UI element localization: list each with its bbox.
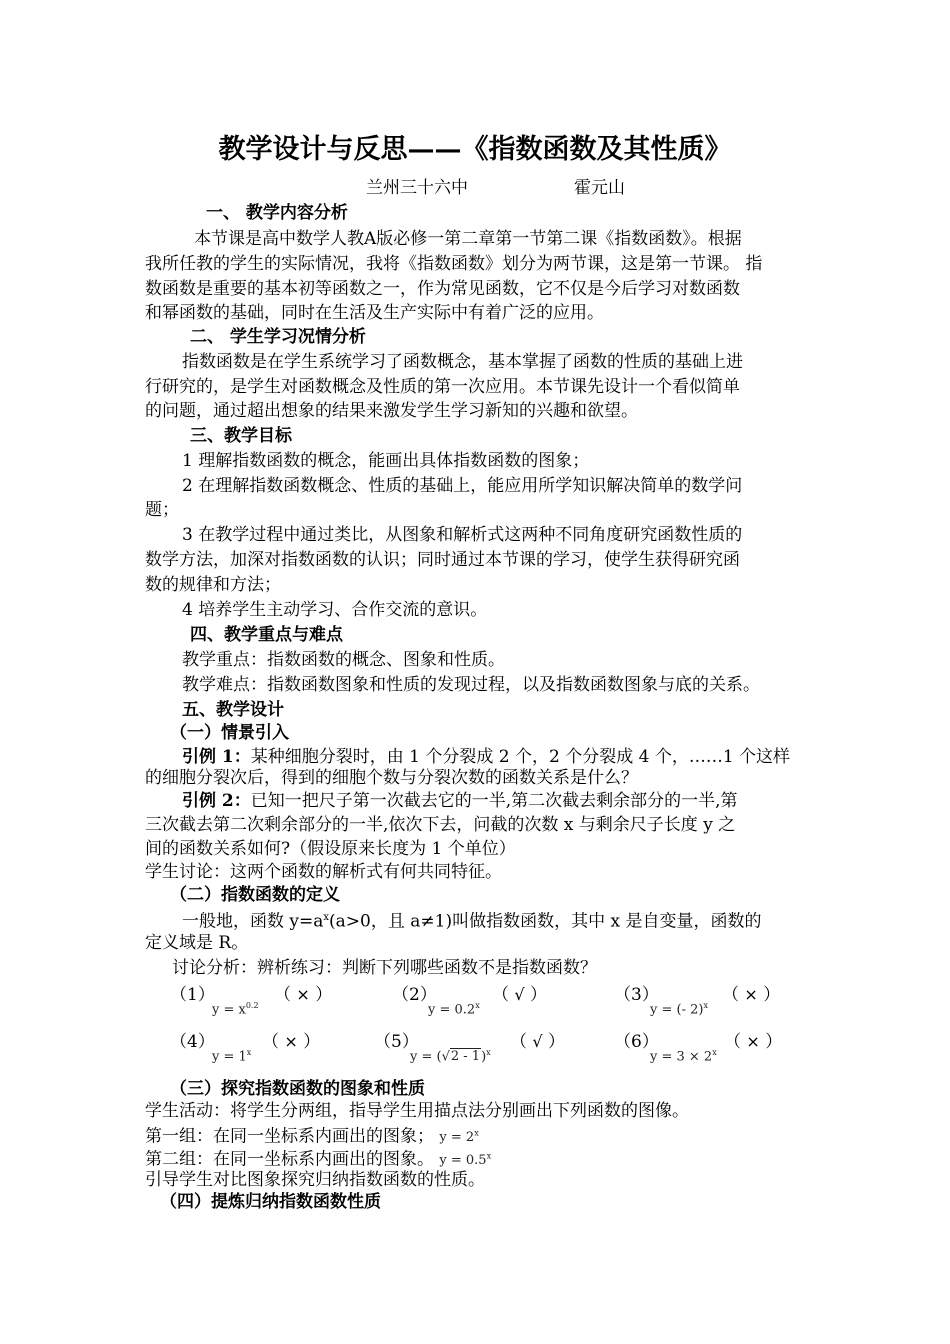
group-1-text: 第一组：在同一坐标系内画出的图象； bbox=[145, 1126, 434, 1147]
discussion-line: 学生讨论：这两个函数的解析式有何共同特征。 bbox=[145, 862, 502, 882]
definition-line bbox=[182, 906, 762, 934]
activity-line: 学生活动：将学生分两组，指导学生用描点法分别画出下列函数的图像。 bbox=[145, 1101, 689, 1121]
definition-exponent: x bbox=[323, 912, 330, 923]
exercise-number: （4） bbox=[170, 1032, 215, 1052]
exercise-expression: $y = 3 \times 2^x$ bbox=[650, 1048, 717, 1065]
paragraph-line: 行研究的，是学生对函数概念及性质的第一次应用。本节课先设计一个看似简单 bbox=[145, 377, 740, 397]
answer-mark: √ bbox=[532, 1032, 543, 1051]
guide-line: 引导学生对比图象探究归纳指数函数的性质。 bbox=[145, 1170, 485, 1190]
key-point-line: 教学重点：指数函数的概念、图象和性质。 bbox=[182, 650, 505, 670]
objective-line: 题； bbox=[145, 500, 179, 520]
section-3-heading: 三、教学目标 bbox=[190, 426, 292, 446]
answer-bracket: （ × ） bbox=[262, 1032, 321, 1052]
example-2-line: 间的函数关系如何?（假设原来长度为 1 个单位） bbox=[145, 839, 516, 859]
group-1-expression: $y = 2^x$ bbox=[439, 1129, 479, 1146]
subsection-4-heading: （四）提炼归纳指数函数性质 bbox=[160, 1192, 381, 1212]
school-name: 兰州三十六中 bbox=[366, 178, 468, 198]
analysis-line: 讨论分析：辨析练习：判断下列哪些函数不是指数函数？ bbox=[172, 958, 597, 978]
answer-mark: × bbox=[284, 1032, 298, 1051]
group-2-expression: $y = 0.5^x$ bbox=[439, 1152, 492, 1169]
objective-line: 3 在教学过程中通过类比，从图象和解析式这两种不同角度研究函数性质的 bbox=[182, 525, 743, 545]
group-2-text: 第二组：在同一坐标系内画出的图象。 bbox=[145, 1149, 434, 1170]
definition-text: 一般地，函数 y=a bbox=[182, 911, 324, 932]
example-1-text: 某种细胞分裂时，由 1 个分裂成 2 个，2 个分裂成 4 个，……1 个这样 bbox=[250, 747, 791, 767]
exercise-number: （2） bbox=[392, 985, 437, 1005]
answer-mark: × bbox=[296, 985, 310, 1004]
answer-bracket: （ × ） bbox=[724, 1032, 783, 1052]
exercise-expression: $y = x^{0.2}$ bbox=[212, 1001, 259, 1018]
answer-bracket: （ × ） bbox=[722, 985, 781, 1005]
section-4-heading: 四、教学重点与难点 bbox=[190, 625, 343, 645]
objective-line: 4 培养学生主动学习、合作交流的意识。 bbox=[182, 600, 488, 620]
answer-bracket: （ √ ） bbox=[510, 1032, 566, 1052]
answer-mark: × bbox=[746, 1032, 760, 1051]
example-2-text: 已知一把尺子第一次截去它的一半,第二次截去剩余部分的一半,第 bbox=[250, 791, 738, 811]
objective-line: 1 理解指数函数的概念，能画出具体指数函数的图象； bbox=[182, 451, 590, 471]
example-2-line bbox=[182, 789, 738, 813]
answer-mark: √ bbox=[514, 985, 525, 1004]
section-2-heading: 二、 学生学习况情分析 bbox=[190, 327, 366, 347]
section-5-heading: 五、教学设计 bbox=[182, 700, 284, 720]
exercise-number: （3） bbox=[614, 985, 659, 1005]
paragraph-line: 本节课是高中数学人教A版必修一第二章第一节第二课《指数函数》。根据 bbox=[194, 229, 742, 249]
objective-line: 数学方法，加深对指数函数的认识；同时通过本节课的学习，使学生获得研究函 bbox=[145, 550, 740, 570]
exercise-number: （1） bbox=[170, 985, 215, 1005]
answer-bracket: （ √ ） bbox=[492, 985, 548, 1005]
section-1-heading: 一、 教学内容分析 bbox=[206, 203, 348, 223]
exercise-expression: y = (√2 - 1)$^x$ bbox=[410, 1048, 491, 1065]
paragraph-line: 我所任教的学生的实际情况，我将《指数函数》划分为两节课，这是第一节课。 指 bbox=[145, 254, 763, 274]
paragraph-line: 和幂函数的基础，同时在生活及生产实际中有着广泛的应用。 bbox=[145, 303, 604, 323]
example-2-label: 引例 2： bbox=[182, 791, 251, 811]
paragraph-line: 数函数是重要的基本初等函数之一，作为常见函数，它不仅是今后学习对数函数 bbox=[145, 279, 740, 299]
exercise-number: （5） bbox=[374, 1032, 419, 1052]
exercise-expression: y = (- 2)$^x$ bbox=[650, 1001, 708, 1018]
example-2-line: 三次截去第二次剩余部分的一半,依次下去，问截的次数 x 与剩余尺子长度 y 之 bbox=[145, 815, 736, 835]
objective-line: 2 在理解指数函数概念、性质的基础上，能应用所学知识解决简单的数学问 bbox=[182, 476, 743, 496]
exercise-expression: $y = 0.2^x$ bbox=[428, 1001, 480, 1018]
difficult-point-line: 教学难点：指数函数图象和性质的发现过程，以及指数函数图象与底的关系。 bbox=[182, 675, 760, 695]
subsection-2-heading: （二）指数函数的定义 bbox=[170, 885, 340, 905]
subsection-3-heading: （三）探究指数函数的图象和性质 bbox=[170, 1079, 425, 1099]
exercise-expression: $y = 1^x$ bbox=[212, 1048, 252, 1065]
paragraph-line: 指数函数是在学生系统学习了函数概念，基本掌握了函数的性质的基础上进 bbox=[182, 352, 743, 372]
subsection-1-heading: （一）情景引入 bbox=[170, 723, 289, 743]
answer-bracket: （ × ） bbox=[274, 985, 333, 1005]
exercise-number: （6） bbox=[614, 1032, 659, 1052]
paragraph-line: 的问题，通过超出想象的结果来激发学生学习新知的兴趣和欲望。 bbox=[145, 401, 638, 421]
definition-text: (a>0，且 a≠1)叫做指数函数，其中 x 是自变量，函数的 bbox=[329, 911, 762, 932]
document-title: 教学设计与反思——《指数函数及其性质》 bbox=[218, 134, 732, 165]
author-name: 霍元山 bbox=[574, 178, 625, 198]
example-1-line: 的细胞分裂次后，得到的细胞个数与分裂次数的函数关系是什么？ bbox=[145, 768, 638, 788]
example-1-label: 引例 1： bbox=[182, 747, 251, 767]
answer-mark: × bbox=[744, 985, 758, 1004]
definition-line: 定义域是 R。 bbox=[145, 933, 249, 953]
objective-line: 数的规律和方法； bbox=[145, 575, 281, 595]
